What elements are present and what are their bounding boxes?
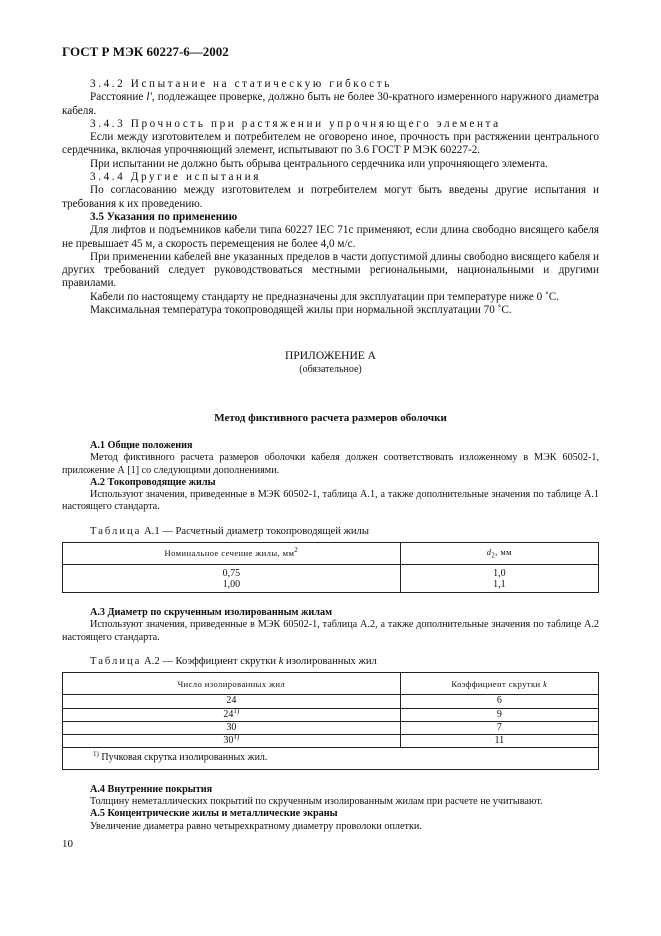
a5-title: А.5 Концентрические жилы и металлические экраны — [90, 808, 338, 820]
table-row: 24 6 — [63, 695, 599, 708]
appendix-title: ПРИЛОЖЕНИЕ А — [285, 350, 376, 362]
section-3-4-3-p1: Если между изготовителем и потребителем не оговорено иное, прочность при растяжении центрального сердечника, включая упрочняющий элемент, испытывают по 3.6 ГОСТ Р МЭК 60227-2. — [62, 131, 599, 157]
a2-text: Используют значения, приведенные в МЭК 60502-1, таблица А.1, а также дополнительные значения по таблице А.1 настоящего стандарта. — [62, 489, 599, 513]
a5-text: Увеличение диаметра равно четырехкратному диаметру проволоки оплетки. — [90, 820, 422, 832]
table-a2-header-row — [63, 673, 599, 695]
section-3-5-p2: При применении кабелей вне указанных пределов в части допустимой длины свободно висящего кабеля и других требований следует руководствоваться местными региональными, национальными и другими правилами. — [62, 250, 599, 290]
standard-header: ГОСТ Р МЭК 60227-6—2002 — [62, 44, 229, 59]
table-a2-footnote: $^{1)}$ Пучковая скрутка изолированных жил. — [63, 748, 599, 769]
table-a1-caption: Таблица А.1 — Расчетный диаметр токопроводящей жилы — [90, 525, 369, 537]
section-3-5-p1: Для лифтов и подъемников кабели типа 60227 IEC 71c применяют, если длина свободно висящего кабеля не превышает 45 м, а скорость перемещения не более 4,0 м/с. — [62, 224, 599, 250]
table-a1 — [62, 542, 599, 593]
section-3-4-4-title: 3.4.4 Другие испытания — [90, 171, 261, 184]
appendix-body — [62, 440, 599, 833]
a1-title: А.1 Общие положения — [90, 440, 193, 451]
table-row: 24$^{1)}$ 9 — [63, 708, 599, 721]
appendix-subtitle: (обязательное) — [299, 364, 362, 375]
table-a2-footnote-row — [63, 748, 599, 769]
appendix-heading — [62, 350, 599, 376]
section-3-4-2-title: 3.4.2 Испытание на статическую гибкость — [90, 78, 392, 90]
section-3-5-p3: Кабели по настоящему стандарту не предназначены для эксплуатации при температуре ниже 0 ˚С. — [90, 290, 560, 303]
a3-text: Используют значения, приведенные в МЭК 60502-1, таблица А.2, а также дополнительные значения по таблице А.2 настоящего стандарта. — [62, 619, 599, 643]
method-title: Метод фиктивного расчета размеров оболочки — [214, 412, 447, 424]
table-a2-col2-header: Коэффициент скрутки k — [400, 673, 598, 695]
table-a1-col1-header: Номинальное сечение жилы, $мм^2$ — [63, 543, 401, 565]
section-3-5-title: 3.5 Указания по применению — [90, 210, 238, 223]
table-a2 — [62, 672, 599, 769]
a2-title: А.2 Токопроводящие жилы — [90, 476, 216, 488]
page-number: 10 — [62, 838, 73, 850]
table-a1-col2-header: $d_2$, мм — [400, 543, 598, 565]
section-3-4-3-p2: При испытании не должно быть обрыва центрального сердечника или упрочняющего элемента. — [90, 157, 548, 170]
main-body — [62, 78, 599, 317]
a4-text: Толщину неметаллических покрытий по скрученным изолированным жилам при расчете не учитывают. — [90, 796, 543, 808]
table-a2-caption: Таблица А.2 — Коэффициент скрутки k изолированных жил — [90, 655, 377, 667]
table-row: 30 7 — [63, 721, 599, 734]
table-a1-col1-values: 0,75 1,00 — [63, 565, 401, 593]
section-3-5-p4: Максимальная температура токопроводящей жилы при нормальной эксплуатации 70 ˚С. — [90, 304, 512, 317]
a3-title: А.3 Диаметр по скрученным изолированным жилам — [90, 607, 333, 619]
a1-text: Метод фиктивного расчета размеров оболочки кабеля должен соответствовать изложенному в МЭК 60502-1, приложение А [1] со следующими дополнениями. — [62, 452, 599, 476]
table-a1-header-row — [63, 543, 599, 565]
variable-l-prime: l' — [146, 91, 152, 104]
section-3-4-4-p1: По согласованию между изготовителем и потребителем могут быть введены другие испытания и требования к их проведению. — [62, 184, 599, 210]
a4-title: А.4 Внутренние покрытия — [90, 783, 213, 795]
table-row: 30$^{1)}$ 11 — [63, 735, 599, 748]
table-a2-col1-header: Число изолированных жил — [63, 673, 401, 695]
table-row — [63, 565, 599, 593]
table-a1-col2-values: 1,0 1,1 — [400, 565, 598, 593]
section-3-4-2-text: Расстояние l', подлежащее проверке, должно быть не более 30-кратного измеренного наружного диаметра кабеля. — [62, 91, 600, 117]
section-3-4-3-title: 3.4.3 Прочность при растяжении упрочняющего элемента — [90, 117, 501, 130]
